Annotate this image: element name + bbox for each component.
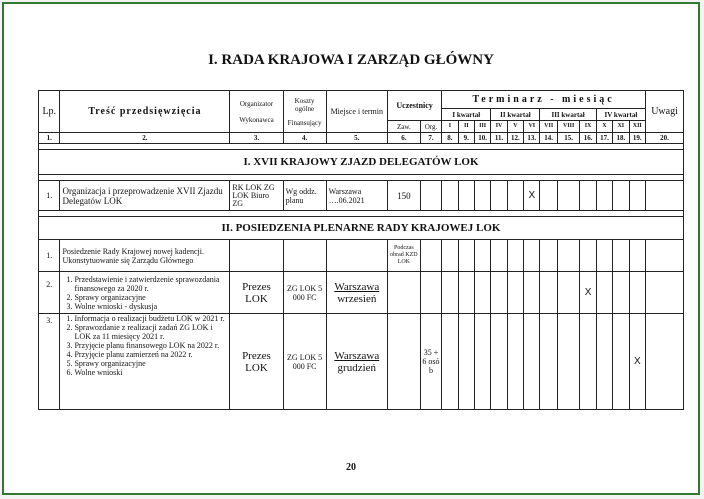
header-schedule: Terminarz - miesiąc [442,91,646,109]
column-number: 6. [387,133,420,144]
row-lp: 3. [39,314,60,410]
row-lp: 1. [39,181,60,211]
header-costs: Koszty ogólne [294,96,315,113]
schedule-mark: X [580,272,596,314]
schedule-mark: X [629,314,646,410]
list-item: 5. Sprawy organizacyjne [74,359,227,368]
header-month: XI [613,121,629,133]
list-item: 2. Sprawozdanie z realizacji zadań ZG LOK i LOK za 11 miesięcy 2021 r. [74,323,227,341]
row-task-list [60,314,230,410]
list-item: 4. Przyjęcie planu zamierzeń na 2022 r. [74,350,227,359]
table-row [39,314,684,410]
plan-table [38,90,684,410]
column-number: 15. [557,133,580,144]
header-org: Org. [420,121,441,133]
schedule-mark: X [524,181,540,211]
column-number: 18. [613,133,629,144]
header-month: II [458,121,474,133]
section-1-header [39,150,684,175]
list-item: 3. Przyjęcie planu finansowego LOK na 2022 r. [74,341,227,350]
list-item: 1. Informacja o realizacji budżetu LOK w 2021 r. [74,314,227,323]
row-task-list [60,272,230,314]
header-month: X [596,121,612,133]
row-place-city: Warszawa [334,280,380,293]
row-participants: 150 [387,181,420,211]
header-notes: Uwagi [646,91,684,133]
header-quarter-3: III kwartał [540,109,596,121]
row-task: Posiedzenie Rady Krajowej nowej kadencji. Ukonstytuowanie się Zarządu Głównego [60,240,230,272]
row-organizer: Prezes LOK [230,272,283,314]
section-title: I. XVII KRAJOWY ZJAZD DELEGATÓW LOK [39,150,684,175]
column-number: 12. [507,133,523,144]
header-organizer: Organizator [239,99,274,108]
column-number: 7. [420,133,441,144]
header-month: XII [629,121,646,133]
column-number: 11. [491,133,507,144]
column-number: 1. [39,133,60,144]
row-financing: ZG LOK 5 000 FC [283,272,326,314]
row-organizer: RK LOK ZG LOK Biuro ZG [230,181,283,211]
header-quarter-2: II kwartał [491,109,540,121]
document-page [2,2,700,495]
header-month: IV [491,121,507,133]
header-month: VIII [557,121,580,133]
column-number-row [39,133,684,144]
header-month: VII [540,121,557,133]
header-quarter-4: IV kwartał [596,109,645,121]
page-number: 20 [346,462,356,473]
row-financing: Wg oddz. planu [283,181,326,211]
header-executor: Wykonawca [239,115,274,124]
row-task: Organizacja i przeprowadzenie XVII Zjazdu Delegatów LOK [60,181,230,211]
header-zaw: Zaw. [387,121,420,133]
column-number: 17. [596,133,612,144]
section-2-header [39,217,684,240]
column-number: 9. [458,133,474,144]
header-month: V [507,121,523,133]
column-number: 4. [283,133,326,144]
header-task: Treść przedsięwzięcia [60,91,230,133]
header-place: Miejsce i termin [326,91,387,133]
row-place-cell [326,314,387,410]
page-title: I. RADA KRAJOWA I ZARZĄD GŁÓWNY [208,52,494,68]
column-number: 13. [524,133,540,144]
header-financing: Finansujący [287,118,322,127]
header-month: III [474,121,490,133]
row-org-note: Podczas obrad KZD LOK [387,240,420,272]
header-quarter-1: I kwartał [442,109,491,121]
column-number: 2. [60,133,230,144]
column-number: 19. [629,133,646,144]
row-organizer: Prezes LOK [230,314,283,410]
column-number: 3. [230,133,283,144]
column-number: 10. [474,133,490,144]
header-participants: Uczestnicy [387,91,441,121]
row-place: Warszawa ….06.2021 [326,181,387,211]
list-item: 1. Przedstawienie i zatwierdzenie sprawozdania finansowego za 2020 r. [74,275,227,293]
header-lp: Lp. [39,91,60,133]
row-place-month: grudzień [337,361,377,374]
row-lp: 2. [39,272,60,314]
column-number: 20. [646,133,684,144]
row-place-city: Warszawa [334,349,380,362]
header-month: I [442,121,458,133]
row-place-cell [326,272,387,314]
column-number: 16. [580,133,596,144]
header-costs-cell [283,91,326,133]
row-place-month: wrzesień [337,292,377,305]
column-number: 8. [442,133,458,144]
list-item: 6. Wolne wnioski [74,368,227,377]
table-row [39,240,684,272]
header-month: IX [580,121,596,133]
list-item: 3. Wolne wnioski - dyskusja [74,302,227,311]
row-financing: ZG LOK 5 000 FC [283,314,326,410]
header-month: VI [524,121,540,133]
table-row [39,181,684,211]
column-number: 14. [540,133,557,144]
row-lp: 1. [39,240,60,272]
column-number: 5. [326,133,387,144]
table-row [39,272,684,314]
header-organizer-cell [230,91,283,133]
section-title: II. POSIEDZENIA PLENARNE RADY KRAJOWEJ LOK [39,217,684,240]
list-item: 2. Sprawy organizacyjne [74,293,227,302]
row-participants: 35 + 6 osó b [420,314,441,410]
